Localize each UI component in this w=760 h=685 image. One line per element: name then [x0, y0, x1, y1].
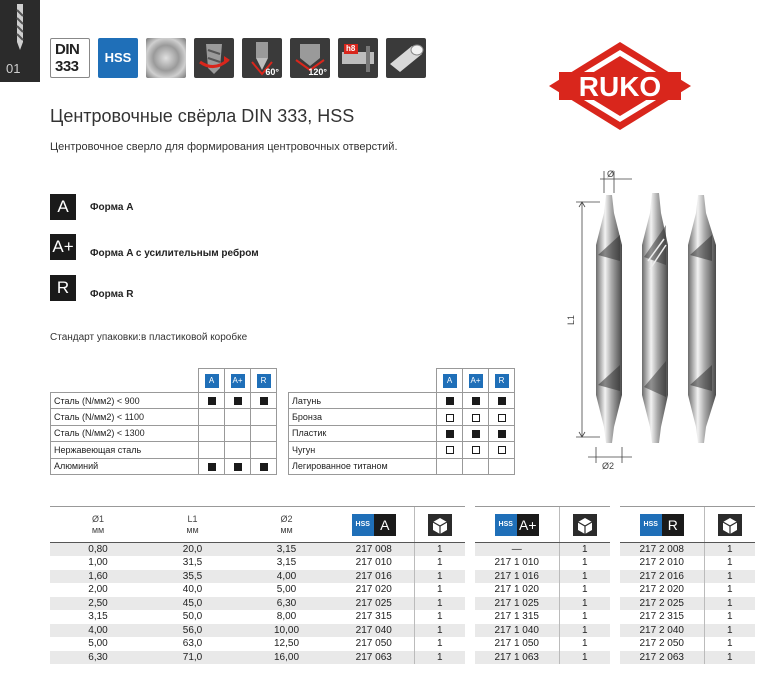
- value-cell: 217 1 020: [494, 584, 539, 596]
- quantity-cell: 1: [704, 543, 755, 557]
- table-row: [475, 624, 610, 638]
- package-icon: [573, 514, 597, 536]
- hss-form-a-badge: [352, 514, 396, 536]
- table-row: [620, 583, 755, 597]
- empty-square-icon: [446, 414, 454, 422]
- empty-square-icon: [498, 446, 506, 454]
- table-form-aplus-body: [475, 543, 610, 665]
- value-cell: 217 016: [334, 570, 414, 584]
- table-row: [50, 610, 465, 624]
- suitability-cell: [251, 458, 277, 474]
- value-cell: 1,00: [88, 557, 108, 569]
- suitability-cell: [437, 425, 463, 441]
- value-cell: 217 2 315: [639, 611, 684, 623]
- quantity-cell: 1: [704, 624, 755, 638]
- table-row: [50, 597, 465, 611]
- table-form-aplus-header: [475, 507, 610, 543]
- suitability-cell: [251, 393, 277, 409]
- table-form-r-header: [620, 507, 755, 543]
- value-cell: 6,30: [50, 651, 146, 665]
- empty-square-icon: [446, 446, 454, 454]
- table-row: [475, 570, 610, 584]
- suitability-cell: [199, 409, 225, 425]
- din-standard-badge: [50, 38, 90, 78]
- value-cell: 10,00: [239, 624, 334, 638]
- drill-form-aplus: [642, 193, 668, 443]
- quantity-cell: 1: [704, 556, 755, 570]
- page-title: Центровочные свёрла DIN 333, HSS: [50, 106, 355, 126]
- table-row: [620, 610, 755, 624]
- page-subtitle: Центровочное сверло для формирования центровочных отверстий.: [50, 141, 398, 153]
- col-d2-line2: мм: [280, 524, 293, 535]
- suitability-cell: [225, 409, 251, 425]
- logo-text: RUKO: [578, 71, 662, 102]
- quantity-cell: 1: [704, 597, 755, 611]
- suitability-cell: [463, 458, 489, 474]
- material-row: [51, 458, 277, 474]
- drill-icon: [0, 0, 40, 60]
- materials-table-right: [288, 368, 515, 475]
- drill-rotation-icon: [194, 38, 234, 78]
- material-row: [51, 409, 277, 425]
- table-row: [620, 570, 755, 584]
- suitability-cell: [225, 425, 251, 441]
- quantity-cell: 1: [559, 624, 610, 638]
- form-label: A+: [517, 514, 539, 536]
- value-cell: 217 1 010: [494, 557, 539, 569]
- value-cell: 3,15: [239, 543, 334, 557]
- value-cell: 35,5: [146, 570, 239, 584]
- drill-form-r: [688, 195, 716, 443]
- filled-square-icon: [208, 397, 216, 405]
- material-row: [51, 442, 277, 458]
- suitability-cell: [199, 442, 225, 458]
- filled-square-icon: [234, 397, 242, 405]
- suitability-cell: [489, 442, 515, 458]
- mat-hdr-a: A: [205, 374, 219, 388]
- empty-square-icon: [472, 446, 480, 454]
- value-cell: 217 2 008: [620, 543, 704, 557]
- material-name: Чугун: [289, 442, 437, 458]
- value-cell: 1,60: [50, 570, 146, 584]
- table-row: [475, 543, 610, 557]
- table-row: [475, 651, 610, 665]
- suitability-cell: [437, 458, 463, 474]
- suitability-cell: [463, 393, 489, 409]
- value-cell: 217 010: [355, 557, 392, 569]
- suitability-cell: [463, 425, 489, 441]
- col-d2-line1: Ø2: [280, 513, 293, 524]
- table-row: [50, 556, 465, 570]
- point-angle-60-icon: [242, 38, 282, 78]
- table-form-a-body: [50, 543, 465, 665]
- drill-form-a: [596, 195, 622, 443]
- quantity-cell: 1: [704, 610, 755, 624]
- suitability-cell: [437, 442, 463, 458]
- quantity-cell: 1: [559, 651, 610, 665]
- packaging-note: Стандарт упаковки:в пластиковой коробке: [50, 332, 248, 343]
- material-name: Бронза: [289, 409, 437, 425]
- material-row: [289, 442, 515, 458]
- materials-header: [51, 369, 277, 393]
- quantity-cell: 1: [559, 543, 610, 557]
- quantity-cell: 1: [414, 651, 465, 665]
- material-name: Сталь (N/мм2) < 1100: [51, 409, 199, 425]
- value-cell: 217 1 050: [494, 638, 539, 650]
- page-tab: [0, 0, 40, 82]
- quantity-cell: 1: [559, 583, 610, 597]
- filled-square-icon: [472, 430, 480, 438]
- value-cell: 40,0: [182, 584, 203, 596]
- materials-left-body: [51, 393, 277, 475]
- value-cell: 4,00: [239, 570, 334, 584]
- material-row: [289, 409, 515, 425]
- quantity-cell: 1: [414, 624, 465, 638]
- hss-label: HSS: [640, 514, 662, 536]
- value-cell: 217 2 025: [620, 597, 704, 611]
- table-row: [475, 583, 610, 597]
- table-form-r-body: [620, 543, 755, 665]
- value-cell: 217 1 315: [494, 611, 539, 623]
- value-cell: 0,80: [50, 543, 146, 557]
- quantity-cell: 1: [414, 570, 465, 584]
- value-cell: 217 2 050: [639, 638, 684, 650]
- table-row: [50, 583, 465, 597]
- mat-hdr-a: A: [443, 374, 457, 388]
- hss-label: HSS: [495, 514, 517, 536]
- material-name: Сталь (N/мм2) < 900: [51, 393, 199, 409]
- table-row: [620, 556, 755, 570]
- value-cell: 56,0: [146, 624, 239, 638]
- quantity-cell: 1: [559, 570, 610, 584]
- quantity-cell: 1: [559, 637, 610, 651]
- suitability-cell: [225, 393, 251, 409]
- table-row: [475, 637, 610, 651]
- value-cell: 217 2 040: [620, 624, 704, 638]
- table-row: [620, 651, 755, 665]
- d2-label: Ø2: [602, 461, 615, 471]
- filled-square-icon: [498, 430, 506, 438]
- suitability-cell: [463, 409, 489, 425]
- suitability-cell: [251, 409, 277, 425]
- filled-square-icon: [446, 430, 454, 438]
- l1-label: L1: [566, 314, 576, 325]
- package-icon: [428, 514, 452, 536]
- value-cell: —: [475, 543, 559, 557]
- filled-square-icon: [446, 397, 454, 405]
- material-row: [51, 393, 277, 409]
- quantity-cell: 1: [704, 637, 755, 651]
- form-label: R: [662, 514, 684, 536]
- table-row: [620, 624, 755, 638]
- value-cell: 217 025: [334, 597, 414, 611]
- angle1-label: 60°: [265, 67, 279, 77]
- table-row: [50, 637, 465, 651]
- empty-square-icon: [498, 414, 506, 422]
- table-row: [475, 597, 610, 611]
- value-cell: 31,5: [182, 557, 203, 569]
- quantity-cell: 1: [414, 597, 465, 611]
- value-cell: 217 020: [355, 584, 392, 596]
- material-name: Сталь (N/мм2) < 1300: [51, 425, 199, 441]
- value-cell: 217 008: [334, 543, 414, 557]
- table-row: [50, 543, 465, 557]
- filled-square-icon: [260, 397, 268, 405]
- value-cell: 4,00: [50, 624, 146, 638]
- package-icon: [718, 514, 742, 536]
- suitability-cell: [251, 425, 277, 441]
- suitability-cell: [437, 409, 463, 425]
- material-name: Легированное титаном: [289, 458, 437, 474]
- form-aplus-label: Форма A с усилительным ребром: [90, 248, 259, 259]
- materials-right-body: [289, 393, 515, 475]
- value-cell: 217 1 040: [475, 624, 559, 638]
- value-cell: 5,00: [276, 584, 297, 596]
- table-row: [475, 556, 610, 570]
- hss-label: HSS: [352, 514, 374, 536]
- table-row: [620, 637, 755, 651]
- mat-hdr-aplus: A+: [231, 374, 245, 388]
- suitability-cell: [489, 393, 515, 409]
- table-row: [50, 570, 465, 584]
- table-row: [50, 651, 465, 665]
- col-d1-line1: Ø1: [91, 513, 104, 524]
- angle2-label: 120°: [308, 67, 327, 77]
- material-row: [289, 425, 515, 441]
- point-angle-120-icon: [290, 38, 330, 78]
- quantity-cell: 1: [704, 583, 755, 597]
- empty-square-icon: [472, 414, 480, 422]
- ruko-logo: [545, 38, 695, 134]
- value-cell: 3,15: [276, 557, 297, 569]
- value-cell: 217 2 063: [620, 651, 704, 665]
- tolerance-h8-icon: [338, 38, 378, 78]
- form-a-badge: A: [50, 194, 76, 220]
- suitability-cell: [199, 393, 225, 409]
- quantity-cell: 1: [559, 556, 610, 570]
- mat-hdr-r: R: [257, 374, 271, 388]
- material-name: Латунь: [289, 393, 437, 409]
- cylindrical-shank-icon: [386, 38, 426, 78]
- col-d1-line2: мм: [91, 524, 105, 535]
- value-cell: 50,0: [182, 611, 203, 623]
- value-cell: 217 063: [334, 651, 414, 665]
- quantity-cell: 1: [559, 610, 610, 624]
- value-cell: 217 1 016: [475, 570, 559, 584]
- hss-form-r-badge: [640, 514, 684, 536]
- value-cell: 217 1 025: [475, 597, 559, 611]
- form-r-label: Форма R: [90, 289, 134, 300]
- table-row: [620, 543, 755, 557]
- quantity-cell: 1: [414, 637, 465, 651]
- material-name: Алюминий: [51, 458, 199, 474]
- mat-hdr-r: R: [495, 374, 509, 388]
- value-cell: 12,50: [273, 638, 300, 650]
- quantity-cell: 1: [704, 570, 755, 584]
- table-row: [50, 624, 465, 638]
- value-cell: 217 315: [355, 611, 392, 623]
- filled-square-icon: [208, 463, 216, 471]
- quantity-cell: 1: [704, 651, 755, 665]
- suitability-cell: [489, 425, 515, 441]
- material-row: [51, 425, 277, 441]
- ground-surface-icon: [146, 38, 186, 78]
- center-drill-illustration: [560, 165, 745, 475]
- filled-square-icon: [472, 397, 480, 405]
- value-cell: 217 1 063: [475, 651, 559, 665]
- form-label: A: [374, 514, 396, 536]
- value-cell: 45,0: [146, 597, 239, 611]
- suitability-cell: [199, 458, 225, 474]
- din-line2: 333: [55, 58, 79, 75]
- col-l1-line1: L1: [187, 513, 198, 524]
- hss-badge: HSS: [98, 38, 138, 78]
- quantity-cell: 1: [414, 543, 465, 557]
- value-cell: 2,00: [88, 584, 108, 596]
- value-cell: 2,50: [50, 597, 146, 611]
- material-name: Нержавеющая сталь: [51, 442, 199, 458]
- materials-table-left: [50, 368, 277, 475]
- suitability-cell: [489, 409, 515, 425]
- tolerance-label: h8: [346, 44, 356, 53]
- value-cell: 6,30: [239, 597, 334, 611]
- value-cell: 16,00: [239, 651, 334, 665]
- value-cell: 71,0: [146, 651, 239, 665]
- value-cell: 63,0: [182, 638, 203, 650]
- col-l1-line2: мм: [186, 524, 199, 535]
- quantity-cell: 1: [414, 556, 465, 570]
- table-form-aplus: [475, 506, 610, 664]
- value-cell: 217 2 016: [620, 570, 704, 584]
- form-aplus-badge: A+: [50, 234, 76, 260]
- form-r-badge: R: [50, 275, 76, 301]
- hss-form-aplus-badge: [495, 514, 539, 536]
- din-line1: DIN: [55, 41, 80, 58]
- table-row: [475, 610, 610, 624]
- page-number: 01: [6, 61, 21, 76]
- mat-hdr-aplus: A+: [469, 374, 483, 388]
- filled-square-icon: [234, 463, 242, 471]
- value-cell: 5,00: [88, 638, 108, 650]
- filled-square-icon: [498, 397, 506, 405]
- form-a-label: Форма A: [90, 202, 134, 213]
- table-form-a: [50, 506, 465, 664]
- table-form-r: [620, 506, 755, 664]
- material-name: Пластик: [289, 425, 437, 441]
- d1-label: Ø: [607, 169, 615, 179]
- value-cell: 20,0: [146, 543, 239, 557]
- value-cell: 217 2 020: [639, 584, 684, 596]
- quantity-cell: 1: [414, 610, 465, 624]
- suitability-cell: [225, 458, 251, 474]
- materials-header: [289, 369, 515, 393]
- suitability-cell: [463, 442, 489, 458]
- quantity-cell: 1: [414, 583, 465, 597]
- filled-square-icon: [260, 463, 268, 471]
- material-row: [289, 393, 515, 409]
- table-form-a-header: [50, 507, 465, 543]
- suitability-cell: [251, 442, 277, 458]
- value-cell: 217 2 010: [639, 557, 684, 569]
- suitability-cell: [437, 393, 463, 409]
- value-cell: 217 050: [355, 638, 392, 650]
- quantity-cell: 1: [559, 597, 610, 611]
- suitability-cell: [489, 458, 515, 474]
- suitability-cell: [225, 442, 251, 458]
- material-row: [289, 458, 515, 474]
- table-row: [620, 597, 755, 611]
- value-cell: 217 040: [334, 624, 414, 638]
- value-cell: 8,00: [276, 611, 297, 623]
- value-cell: 3,15: [88, 611, 108, 623]
- suitability-cell: [199, 425, 225, 441]
